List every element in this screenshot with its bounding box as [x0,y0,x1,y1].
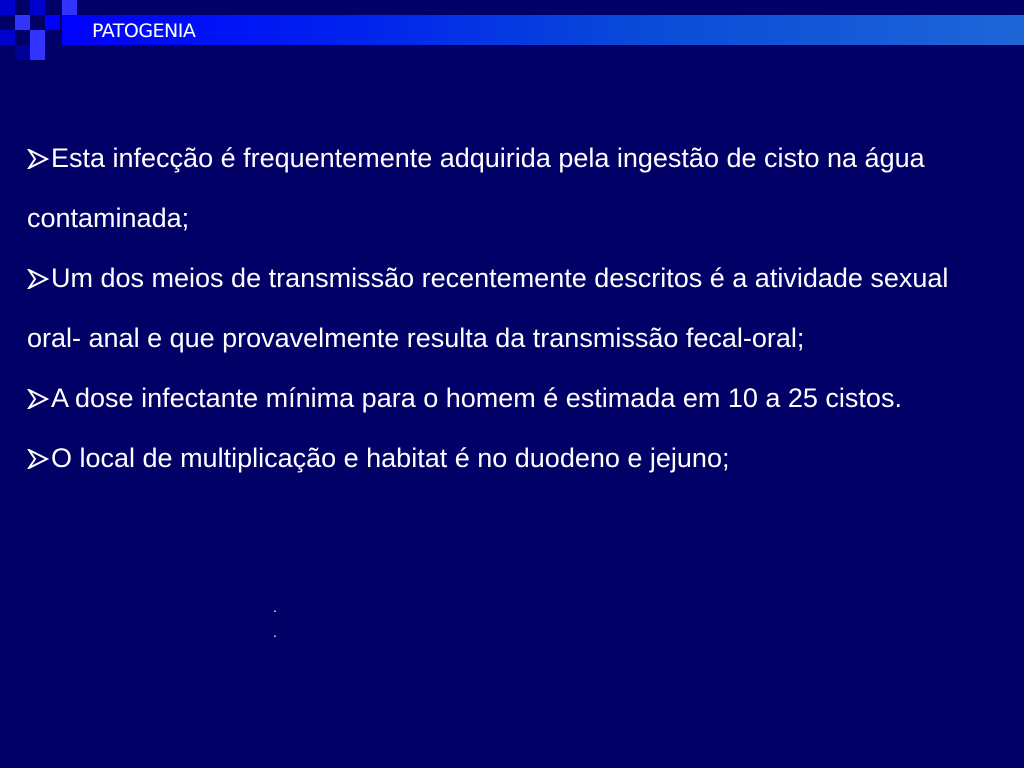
decor-square [15,45,30,60]
arrowhead-bullet-icon [27,368,51,428]
bullet-item [27,128,1007,248]
bullet-text: Esta infecção é frequentemente adquirida pela ingestão de cisto na água contaminada; [27,143,925,233]
bullet-item [27,428,1007,488]
decor-square [15,15,30,30]
arrowhead-bullet-icon [27,428,51,488]
slide-title: PATOGENIA [92,20,196,42]
arrowhead-bullet-icon [27,248,51,308]
bullet-text: O local de multiplicação e habitat é no duodeno e jejuno; [51,443,730,473]
bullet-text: Um dos meios de transmissão recentemente descritos é a atividade sexual oral- anal e que provavelmente resulta da transmissão fecal-oral; [27,263,949,353]
decor-square [0,30,15,45]
bullet-text: A dose infectante mínima para o homem é estimada em 10 a 25 cistos. [51,383,902,413]
arrowhead-bullet-icon [27,128,51,188]
bullet-list [27,128,1007,488]
decor-square [45,15,60,30]
stray-dot: . [273,599,277,615]
decor-square [0,0,15,15]
decor-square [30,45,45,60]
title-bar [62,15,1024,45]
decor-square [62,0,77,15]
decor-square [30,0,45,15]
bullet-item [27,368,1007,428]
bullet-item [27,248,1007,368]
decor-square [30,30,45,45]
stray-dot: . [273,624,277,640]
